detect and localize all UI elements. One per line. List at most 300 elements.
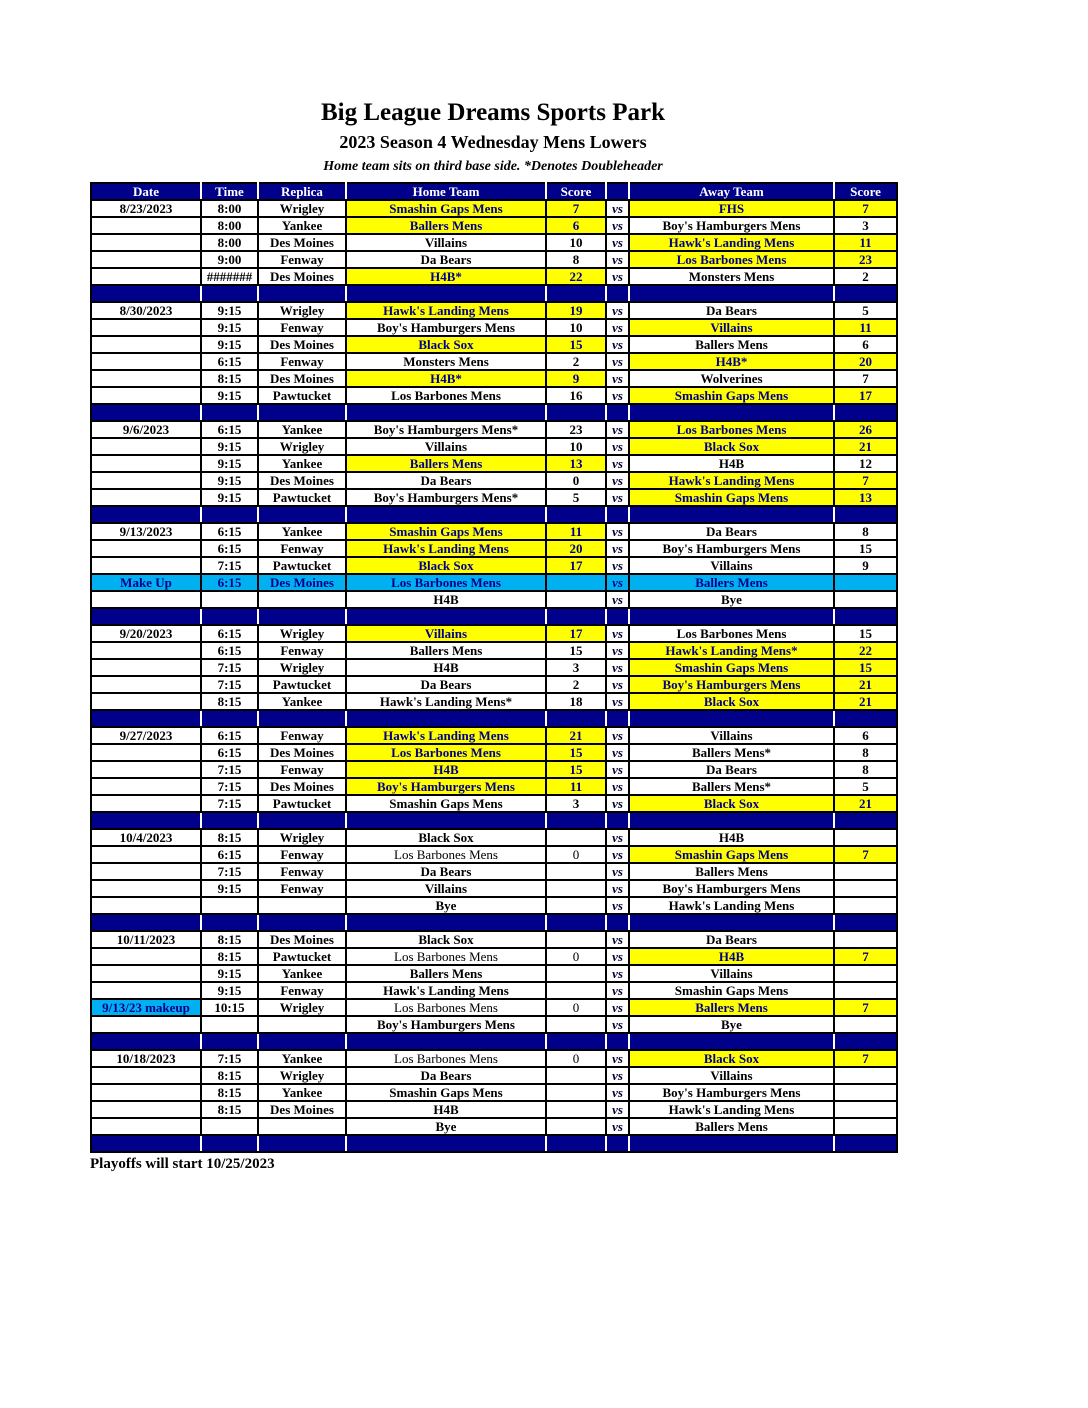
group-separator-row bbox=[91, 1135, 897, 1152]
cell-home-score: 17 bbox=[546, 625, 606, 642]
game-row bbox=[91, 523, 897, 540]
cell-replica: Wrigley bbox=[258, 1067, 346, 1084]
cell-home-team: Black Sox bbox=[346, 931, 546, 948]
cell-away-score: 8 bbox=[834, 523, 897, 540]
cell-date bbox=[91, 540, 201, 557]
schedule-sheet bbox=[90, 98, 896, 1173]
separator-cell bbox=[606, 914, 629, 931]
cell-vs: vs bbox=[606, 982, 629, 999]
cell-away-team: Los Barbones Mens bbox=[629, 421, 834, 438]
game-row bbox=[91, 863, 897, 880]
cell-vs: vs bbox=[606, 744, 629, 761]
cell-away-score: 11 bbox=[834, 319, 897, 336]
separator-cell bbox=[834, 285, 897, 302]
cell-home-team: Da Bears bbox=[346, 863, 546, 880]
cell-date bbox=[91, 1067, 201, 1084]
cell-home-score bbox=[546, 863, 606, 880]
cell-time: 6:15 bbox=[201, 523, 258, 540]
group-separator-row bbox=[91, 812, 897, 829]
cell-time: 6:15 bbox=[201, 353, 258, 370]
cell-vs: vs bbox=[606, 217, 629, 234]
cell-replica: Fenway bbox=[258, 761, 346, 778]
cell-vs: vs bbox=[606, 846, 629, 863]
page-subtitle: 2023 Season 4 Wednesday Mens Lowers bbox=[339, 132, 647, 152]
cell-away-team: Bye bbox=[629, 591, 834, 608]
separator-cell bbox=[629, 506, 834, 523]
cell-away-score: 12 bbox=[834, 455, 897, 472]
separator-cell bbox=[606, 506, 629, 523]
cell-date bbox=[91, 1084, 201, 1101]
separator-cell bbox=[629, 404, 834, 421]
cell-away-score bbox=[834, 1084, 897, 1101]
cell-away-team: Ballers Mens* bbox=[629, 744, 834, 761]
cell-home-score bbox=[546, 965, 606, 982]
cell-time: 8:15 bbox=[201, 693, 258, 710]
cell-away-team: H4B bbox=[629, 455, 834, 472]
playoffs-note: Playoffs will start 10/25/2023 bbox=[90, 1156, 275, 1172]
cell-date bbox=[91, 676, 201, 693]
game-row bbox=[91, 489, 897, 506]
cell-time: 9:15 bbox=[201, 489, 258, 506]
cell-time: 9:15 bbox=[201, 982, 258, 999]
cell-vs: vs bbox=[606, 999, 629, 1016]
group-separator-row bbox=[91, 914, 897, 931]
separator-cell bbox=[346, 506, 546, 523]
separator-cell bbox=[258, 404, 346, 421]
cell-vs: vs bbox=[606, 897, 629, 914]
separator-cell bbox=[91, 1135, 201, 1152]
game-row bbox=[91, 948, 897, 965]
separator-cell bbox=[834, 914, 897, 931]
cell-away-score: 7 bbox=[834, 370, 897, 387]
game-row bbox=[91, 353, 897, 370]
cell-away-team: H4B bbox=[629, 829, 834, 846]
cell-home-score: 15 bbox=[546, 761, 606, 778]
col-vs bbox=[606, 183, 629, 200]
cell-away-score: 7 bbox=[834, 472, 897, 489]
separator-cell bbox=[546, 1135, 606, 1152]
cell-vs: vs bbox=[606, 1118, 629, 1135]
cell-replica: Fenway bbox=[258, 251, 346, 268]
cell-date: Make Up bbox=[91, 574, 201, 591]
cell-vs: vs bbox=[606, 421, 629, 438]
cell-away-score: 15 bbox=[834, 625, 897, 642]
cell-replica: Des Moines bbox=[258, 472, 346, 489]
separator-cell bbox=[91, 914, 201, 931]
cell-away-team: Ballers Mens bbox=[629, 863, 834, 880]
cell-away-team: Villains bbox=[629, 319, 834, 336]
cell-home-score: 0 bbox=[546, 1050, 606, 1067]
cell-date bbox=[91, 1118, 201, 1135]
cell-time bbox=[201, 1118, 258, 1135]
separator-cell bbox=[258, 1135, 346, 1152]
table-body bbox=[91, 200, 897, 1152]
cell-home-score bbox=[546, 897, 606, 914]
cell-replica: Des Moines bbox=[258, 574, 346, 591]
separator-cell bbox=[629, 914, 834, 931]
cell-date bbox=[91, 795, 201, 812]
cell-away-team: Smashin Gaps Mens bbox=[629, 489, 834, 506]
cell-vs: vs bbox=[606, 251, 629, 268]
header-row bbox=[91, 183, 897, 200]
cell-date bbox=[91, 897, 201, 914]
cell-date bbox=[91, 982, 201, 999]
game-row bbox=[91, 795, 897, 812]
cell-replica: Des Moines bbox=[258, 268, 346, 285]
cell-away-team: Black Sox bbox=[629, 693, 834, 710]
cell-replica: Pawtucket bbox=[258, 557, 346, 574]
cell-date bbox=[91, 948, 201, 965]
cell-replica: Yankee bbox=[258, 965, 346, 982]
cell-home-score: 10 bbox=[546, 234, 606, 251]
game-row bbox=[91, 370, 897, 387]
cell-time: 8:00 bbox=[201, 234, 258, 251]
cell-away-score bbox=[834, 574, 897, 591]
cell-replica: Wrigley bbox=[258, 999, 346, 1016]
cell-time: 9:15 bbox=[201, 472, 258, 489]
cell-home-score: 23 bbox=[546, 421, 606, 438]
cell-away-score: 21 bbox=[834, 693, 897, 710]
cell-away-team: H4B* bbox=[629, 353, 834, 370]
cell-replica bbox=[258, 897, 346, 914]
cell-vs: vs bbox=[606, 1050, 629, 1067]
cell-date bbox=[91, 591, 201, 608]
cell-away-score bbox=[834, 1101, 897, 1118]
cell-date bbox=[91, 387, 201, 404]
col-time: Time bbox=[201, 183, 258, 200]
cell-date bbox=[91, 642, 201, 659]
cell-home-team: Boy's Hamburgers Mens bbox=[346, 319, 546, 336]
cell-home-team: Hawk's Landing Mens bbox=[346, 540, 546, 557]
cell-time: 9:15 bbox=[201, 455, 258, 472]
group-separator-row bbox=[91, 506, 897, 523]
cell-away-team: Da Bears bbox=[629, 761, 834, 778]
cell-home-team: Monsters Mens bbox=[346, 353, 546, 370]
game-row bbox=[91, 1118, 897, 1135]
cell-time: 8:15 bbox=[201, 1101, 258, 1118]
cell-date bbox=[91, 761, 201, 778]
cell-home-team: Da Bears bbox=[346, 472, 546, 489]
cell-away-team: Los Barbones Mens bbox=[629, 625, 834, 642]
schedule-table bbox=[90, 182, 898, 1153]
cell-home-score: 0 bbox=[546, 999, 606, 1016]
cell-away-team: Hawk's Landing Mens bbox=[629, 472, 834, 489]
cell-home-team: Villains bbox=[346, 625, 546, 642]
cell-date bbox=[91, 472, 201, 489]
cell-date bbox=[91, 693, 201, 710]
separator-cell bbox=[201, 285, 258, 302]
cell-date bbox=[91, 319, 201, 336]
separator-cell bbox=[606, 404, 629, 421]
cell-vs: vs bbox=[606, 268, 629, 285]
cell-away-team: Monsters Mens bbox=[629, 268, 834, 285]
cell-away-team: Boy's Hamburgers Mens bbox=[629, 217, 834, 234]
game-row bbox=[91, 336, 897, 353]
cell-time: 8:15 bbox=[201, 1084, 258, 1101]
cell-away-team: Hawk's Landing Mens bbox=[629, 897, 834, 914]
cell-time: 10:15 bbox=[201, 999, 258, 1016]
cell-home-team: Los Barbones Mens bbox=[346, 948, 546, 965]
separator-cell bbox=[606, 1135, 629, 1152]
separator-cell bbox=[546, 506, 606, 523]
cell-home-score: 7 bbox=[546, 200, 606, 217]
separator-cell bbox=[834, 506, 897, 523]
separator-cell bbox=[258, 608, 346, 625]
game-row bbox=[91, 846, 897, 863]
separator-cell bbox=[346, 812, 546, 829]
cell-away-team: Ballers Mens* bbox=[629, 778, 834, 795]
cell-replica: Fenway bbox=[258, 642, 346, 659]
cell-away-team: Smashin Gaps Mens bbox=[629, 387, 834, 404]
cell-replica: Wrigley bbox=[258, 200, 346, 217]
cell-home-score: 2 bbox=[546, 676, 606, 693]
cell-replica: Wrigley bbox=[258, 625, 346, 642]
cell-replica: Yankee bbox=[258, 1050, 346, 1067]
cell-away-team: Villains bbox=[629, 727, 834, 744]
game-row bbox=[91, 659, 897, 676]
cell-away-score: 23 bbox=[834, 251, 897, 268]
separator-cell bbox=[606, 710, 629, 727]
cell-home-team: Los Barbones Mens bbox=[346, 387, 546, 404]
cell-time: 9:15 bbox=[201, 438, 258, 455]
cell-vs: vs bbox=[606, 353, 629, 370]
separator-cell bbox=[201, 1135, 258, 1152]
cell-replica: Fenway bbox=[258, 982, 346, 999]
cell-replica: Des Moines bbox=[258, 336, 346, 353]
cell-date bbox=[91, 863, 201, 880]
cell-home-team: Boy's Hamburgers Mens bbox=[346, 778, 546, 795]
col-away-score: Score bbox=[834, 183, 897, 200]
cell-vs: vs bbox=[606, 302, 629, 319]
cell-home-team: Los Barbones Mens bbox=[346, 1050, 546, 1067]
cell-vs: vs bbox=[606, 931, 629, 948]
cell-date bbox=[91, 251, 201, 268]
separator-cell bbox=[201, 1033, 258, 1050]
cell-home-team: Smashin Gaps Mens bbox=[346, 200, 546, 217]
cell-date bbox=[91, 744, 201, 761]
cell-away-team: Ballers Mens bbox=[629, 574, 834, 591]
cell-time: 6:15 bbox=[201, 727, 258, 744]
separator-cell bbox=[258, 506, 346, 523]
cell-away-score: 21 bbox=[834, 438, 897, 455]
cell-away-team: Hawk's Landing Mens bbox=[629, 1101, 834, 1118]
cell-home-score bbox=[546, 574, 606, 591]
cell-time: 7:15 bbox=[201, 761, 258, 778]
cell-time: 7:15 bbox=[201, 863, 258, 880]
separator-cell bbox=[346, 1033, 546, 1050]
cell-vs: vs bbox=[606, 880, 629, 897]
separator-cell bbox=[91, 404, 201, 421]
cell-home-team: Da Bears bbox=[346, 1067, 546, 1084]
cell-vs: vs bbox=[606, 574, 629, 591]
cell-away-score bbox=[834, 897, 897, 914]
game-row bbox=[91, 251, 897, 268]
cell-vs: vs bbox=[606, 1067, 629, 1084]
game-row bbox=[91, 1067, 897, 1084]
cell-home-team: Boy's Hamburgers Mens bbox=[346, 1016, 546, 1033]
separator-cell bbox=[546, 285, 606, 302]
cell-date: 10/11/2023 bbox=[91, 931, 201, 948]
cell-home-score bbox=[546, 1016, 606, 1033]
separator-cell bbox=[201, 812, 258, 829]
cell-away-team: Los Barbones Mens bbox=[629, 251, 834, 268]
game-row bbox=[91, 557, 897, 574]
cell-date: 10/18/2023 bbox=[91, 1050, 201, 1067]
cell-away-score bbox=[834, 829, 897, 846]
cell-home-score: 21 bbox=[546, 727, 606, 744]
cell-home-team: H4B bbox=[346, 1101, 546, 1118]
cell-date bbox=[91, 217, 201, 234]
cell-away-score bbox=[834, 965, 897, 982]
cell-replica: Des Moines bbox=[258, 1101, 346, 1118]
cell-away-team: Smashin Gaps Mens bbox=[629, 659, 834, 676]
cell-date bbox=[91, 336, 201, 353]
cell-replica: Yankee bbox=[258, 1084, 346, 1101]
makeup-row bbox=[91, 574, 897, 591]
cell-replica: Fenway bbox=[258, 540, 346, 557]
cell-away-score: 26 bbox=[834, 421, 897, 438]
cell-home-team: Boy's Hamburgers Mens* bbox=[346, 489, 546, 506]
cell-home-team: Villains bbox=[346, 438, 546, 455]
cell-replica: Yankee bbox=[258, 693, 346, 710]
cell-time: 6:15 bbox=[201, 540, 258, 557]
cell-date bbox=[91, 489, 201, 506]
cell-time: 7:15 bbox=[201, 676, 258, 693]
cell-away-score: 3 bbox=[834, 217, 897, 234]
game-row bbox=[91, 540, 897, 557]
game-row bbox=[91, 625, 897, 642]
cell-home-team: Hawk's Landing Mens bbox=[346, 982, 546, 999]
cell-time: 9:15 bbox=[201, 880, 258, 897]
cell-away-score bbox=[834, 863, 897, 880]
cell-vs: vs bbox=[606, 455, 629, 472]
cell-home-team: H4B bbox=[346, 761, 546, 778]
cell-home-score bbox=[546, 1118, 606, 1135]
cell-date bbox=[91, 234, 201, 251]
cell-away-team: Boy's Hamburgers Mens bbox=[629, 880, 834, 897]
cell-home-score bbox=[546, 591, 606, 608]
game-row bbox=[91, 234, 897, 251]
cell-home-team: Da Bears bbox=[346, 676, 546, 693]
cell-vs: vs bbox=[606, 472, 629, 489]
cell-away-score: 17 bbox=[834, 387, 897, 404]
cell-home-team: Ballers Mens bbox=[346, 217, 546, 234]
game-row bbox=[91, 1016, 897, 1033]
cell-away-team: Bye bbox=[629, 1016, 834, 1033]
cell-time: 9:15 bbox=[201, 302, 258, 319]
cell-replica: Fenway bbox=[258, 727, 346, 744]
cell-home-team: Hawk's Landing Mens* bbox=[346, 693, 546, 710]
separator-cell bbox=[834, 1033, 897, 1050]
cell-home-score: 17 bbox=[546, 557, 606, 574]
game-row bbox=[91, 217, 897, 234]
cell-time: 8:15 bbox=[201, 370, 258, 387]
cell-vs: vs bbox=[606, 1101, 629, 1118]
cell-time bbox=[201, 1016, 258, 1033]
separator-cell bbox=[629, 1135, 834, 1152]
cell-vs: vs bbox=[606, 387, 629, 404]
cell-vs: vs bbox=[606, 659, 629, 676]
group-separator-row bbox=[91, 285, 897, 302]
table-header bbox=[91, 183, 897, 200]
cell-replica: Des Moines bbox=[258, 370, 346, 387]
cell-home-score: 22 bbox=[546, 268, 606, 285]
cell-home-score bbox=[546, 1101, 606, 1118]
cell-vs: vs bbox=[606, 370, 629, 387]
cell-away-team: Hawk's Landing Mens* bbox=[629, 642, 834, 659]
cell-home-score: 0 bbox=[546, 472, 606, 489]
cell-away-team: FHS bbox=[629, 200, 834, 217]
cell-replica: Des Moines bbox=[258, 744, 346, 761]
col-date: Date bbox=[91, 183, 201, 200]
game-row bbox=[91, 591, 897, 608]
cell-time: 7:15 bbox=[201, 1050, 258, 1067]
cell-date: 9/20/2023 bbox=[91, 625, 201, 642]
cell-time: 6:15 bbox=[201, 846, 258, 863]
separator-cell bbox=[201, 506, 258, 523]
cell-date bbox=[91, 965, 201, 982]
cell-home-score bbox=[546, 1084, 606, 1101]
cell-home-team: H4B bbox=[346, 591, 546, 608]
cell-time: 8:00 bbox=[201, 200, 258, 217]
separator-cell bbox=[258, 812, 346, 829]
cell-home-team: Ballers Mens bbox=[346, 642, 546, 659]
cell-time: 6:15 bbox=[201, 744, 258, 761]
cell-date: 10/4/2023 bbox=[91, 829, 201, 846]
cell-away-team: Ballers Mens bbox=[629, 336, 834, 353]
cell-replica: Wrigley bbox=[258, 438, 346, 455]
cell-replica: Fenway bbox=[258, 863, 346, 880]
cell-home-team: Villains bbox=[346, 880, 546, 897]
cell-away-score: 22 bbox=[834, 642, 897, 659]
separator-cell bbox=[546, 914, 606, 931]
cell-replica: Yankee bbox=[258, 523, 346, 540]
game-row bbox=[91, 778, 897, 795]
cell-vs: vs bbox=[606, 625, 629, 642]
game-row bbox=[91, 1101, 897, 1118]
cell-vs: vs bbox=[606, 234, 629, 251]
cell-home-team: Bye bbox=[346, 1118, 546, 1135]
separator-cell bbox=[201, 608, 258, 625]
separator-cell bbox=[91, 285, 201, 302]
cell-home-team: Bye bbox=[346, 897, 546, 914]
cell-away-score: 11 bbox=[834, 234, 897, 251]
cell-home-score: 10 bbox=[546, 319, 606, 336]
cell-home-score: 15 bbox=[546, 642, 606, 659]
cell-away-score: 20 bbox=[834, 353, 897, 370]
separator-cell bbox=[201, 404, 258, 421]
cell-home-score: 20 bbox=[546, 540, 606, 557]
cell-home-score: 16 bbox=[546, 387, 606, 404]
cell-home-team: Black Sox bbox=[346, 336, 546, 353]
game-row bbox=[91, 455, 897, 472]
cell-replica: Yankee bbox=[258, 455, 346, 472]
separator-cell bbox=[258, 285, 346, 302]
cell-home-team: Da Bears bbox=[346, 251, 546, 268]
separator-cell bbox=[606, 1033, 629, 1050]
cell-home-team: Los Barbones Mens bbox=[346, 846, 546, 863]
cell-away-team: Da Bears bbox=[629, 523, 834, 540]
game-row bbox=[91, 642, 897, 659]
cell-home-team: Los Barbones Mens bbox=[346, 744, 546, 761]
cell-replica: Wrigley bbox=[258, 302, 346, 319]
cell-time: 6:15 bbox=[201, 574, 258, 591]
game-row bbox=[91, 200, 897, 217]
cell-replica bbox=[258, 1016, 346, 1033]
cell-away-team: Villains bbox=[629, 557, 834, 574]
group-separator-row bbox=[91, 710, 897, 727]
separator-cell bbox=[546, 812, 606, 829]
